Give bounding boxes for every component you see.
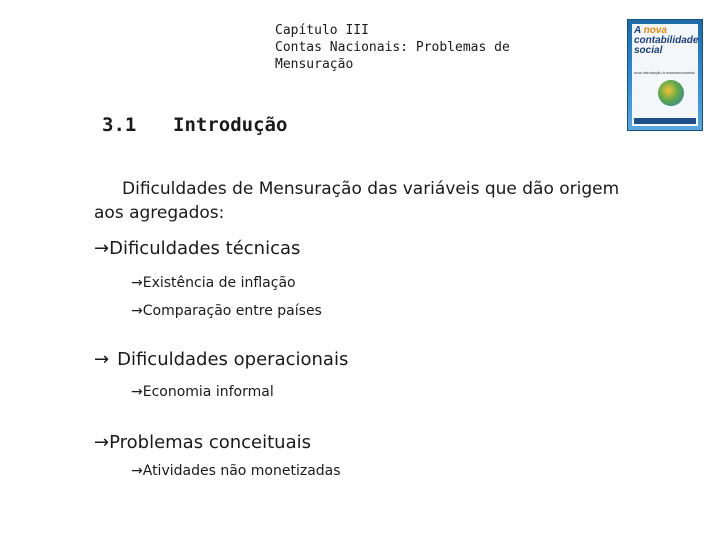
sub-bullet-label: Comparação entre países	[142, 303, 322, 319]
sub-bullet	[131, 462, 341, 480]
section-title: Introdução	[173, 114, 288, 136]
arrow-icon: →	[94, 349, 110, 370]
cover-footer-band	[634, 118, 696, 124]
arrow-icon: →	[94, 432, 110, 453]
bullet-label: Dificuldades técnicas	[109, 238, 301, 259]
cover-subtitle: uma introdução à macroeconomia	[634, 70, 695, 75]
cover-title-part: contabilidade social	[634, 35, 699, 56]
arrow-icon: →	[131, 463, 143, 479]
arrow-icon: →	[94, 238, 110, 259]
bullet-group-conceptual	[94, 432, 311, 454]
chapter-header-line: Capítulo III	[275, 23, 369, 38]
bullet-label: Dificuldades operacionais	[117, 349, 349, 370]
sub-bullet-label: Atividades não monetizadas	[142, 463, 341, 479]
sub-bullet	[131, 383, 274, 401]
bullet-group-technical	[94, 238, 300, 260]
arrow-icon: →	[131, 275, 143, 291]
chapter-header-line: Contas Nacionais: Problemas de	[275, 40, 510, 55]
intro-paragraph: Dificuldades de Mensuração das variáveis que dão origem aos agregados:	[94, 179, 620, 223]
arrow-icon: →	[131, 303, 143, 319]
cover-title-accent: nova	[643, 25, 667, 36]
cover-globe-graphic	[658, 80, 684, 106]
section-number: 3.1	[102, 114, 137, 136]
cover-title	[634, 26, 698, 56]
sub-bullet	[131, 274, 296, 292]
bullet-group-operational	[94, 349, 348, 371]
chapter-header	[275, 22, 510, 73]
book-cover-image	[627, 19, 703, 131]
chapter-header-line: Mensuração	[275, 57, 354, 72]
bullet-label: Problemas conceituais	[109, 432, 311, 453]
sub-bullet-label: Existência de inflação	[142, 275, 296, 291]
cover-title-part: A	[634, 25, 644, 36]
sub-bullet-label: Economia informal	[142, 384, 274, 400]
sub-bullet	[131, 302, 322, 320]
arrow-icon: →	[131, 384, 143, 400]
